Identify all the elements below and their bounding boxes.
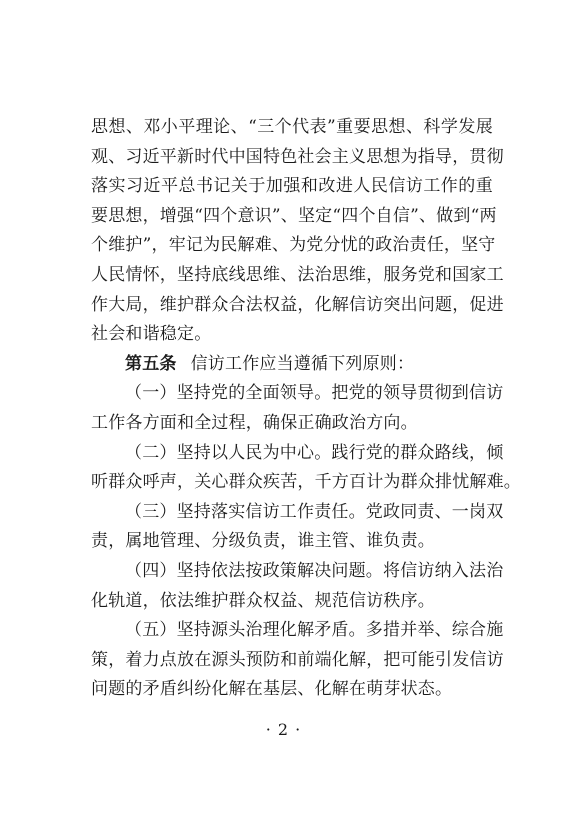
text-line: 策，着力点放在源头预防和前端化解，把可能引发信访: [91, 649, 504, 670]
text-line: 思想、邓小平理论、“三个代表”重要思想、科学发展: [91, 117, 493, 137]
text-line: （三）坚持落实信访工作责任。党政同责、一岗双: [125, 501, 504, 522]
paragraph-article-five: [91, 350, 493, 380]
text-line: 落实习近平总书记关于加强和改进人民信访工作的重: [91, 176, 493, 197]
page-number: · 2 ·: [265, 720, 302, 739]
article-heading: 第五条: [125, 353, 177, 374]
text-line: （五）坚持源头治理化解矛盾。多措并举、综合施: [125, 620, 504, 641]
paragraph-principle-5: [91, 616, 504, 705]
paragraph-principle-2: [91, 439, 521, 498]
text-line: 社会和谐稳定。: [91, 324, 212, 345]
text-line: 观、习近平新时代中国特色社会主义思想为指导，贯彻: [91, 146, 504, 167]
document-body: [91, 113, 521, 705]
text-line: 个维护”，牢记为民解难、为党分忧的政治责任，坚守: [91, 235, 496, 256]
text-line: 工作各方面和全过程，确保正确政治方向。: [91, 412, 418, 433]
text-line: 听群众呼声，关心群众疾苦，千方百计为群众排忧解难。: [91, 472, 521, 493]
paragraph-guiding-thought: [91, 113, 504, 350]
text-line: [91, 350, 493, 380]
article-text: 信访工作应当遵循下列原则：: [190, 353, 415, 374]
text-line: 责，属地管理、分级负责，谁主管、谁负责。: [91, 531, 435, 552]
text-line: （二）坚持以人民为中心。践行党的群众路线，倾: [125, 442, 504, 463]
paragraph-principle-4: [91, 557, 504, 616]
text-line: 人民情怀，坚持底线思维、法治思维，服务党和国家工: [91, 264, 504, 285]
text-line: 作大局，维护群众合法权益，化解信访突出问题，促进: [91, 294, 504, 315]
text-line: （四）坚持依法按政策解决问题。将信访纳入法治: [125, 560, 504, 581]
text-line: 要思想，增强“四个意识”、坚定“四个自信”、做到“两: [91, 205, 497, 226]
text-line: 化轨道，依法维护群众权益、规范信访秩序。: [91, 590, 435, 611]
text-line: 问题的矛盾纠纷化解在基层、化解在萌芽状态。: [91, 679, 453, 700]
paragraph-principle-1: [91, 379, 504, 438]
paragraph-principle-3: [91, 498, 504, 557]
text-line: （一）坚持党的全面领导。把党的领导贯彻到信访: [125, 383, 504, 404]
